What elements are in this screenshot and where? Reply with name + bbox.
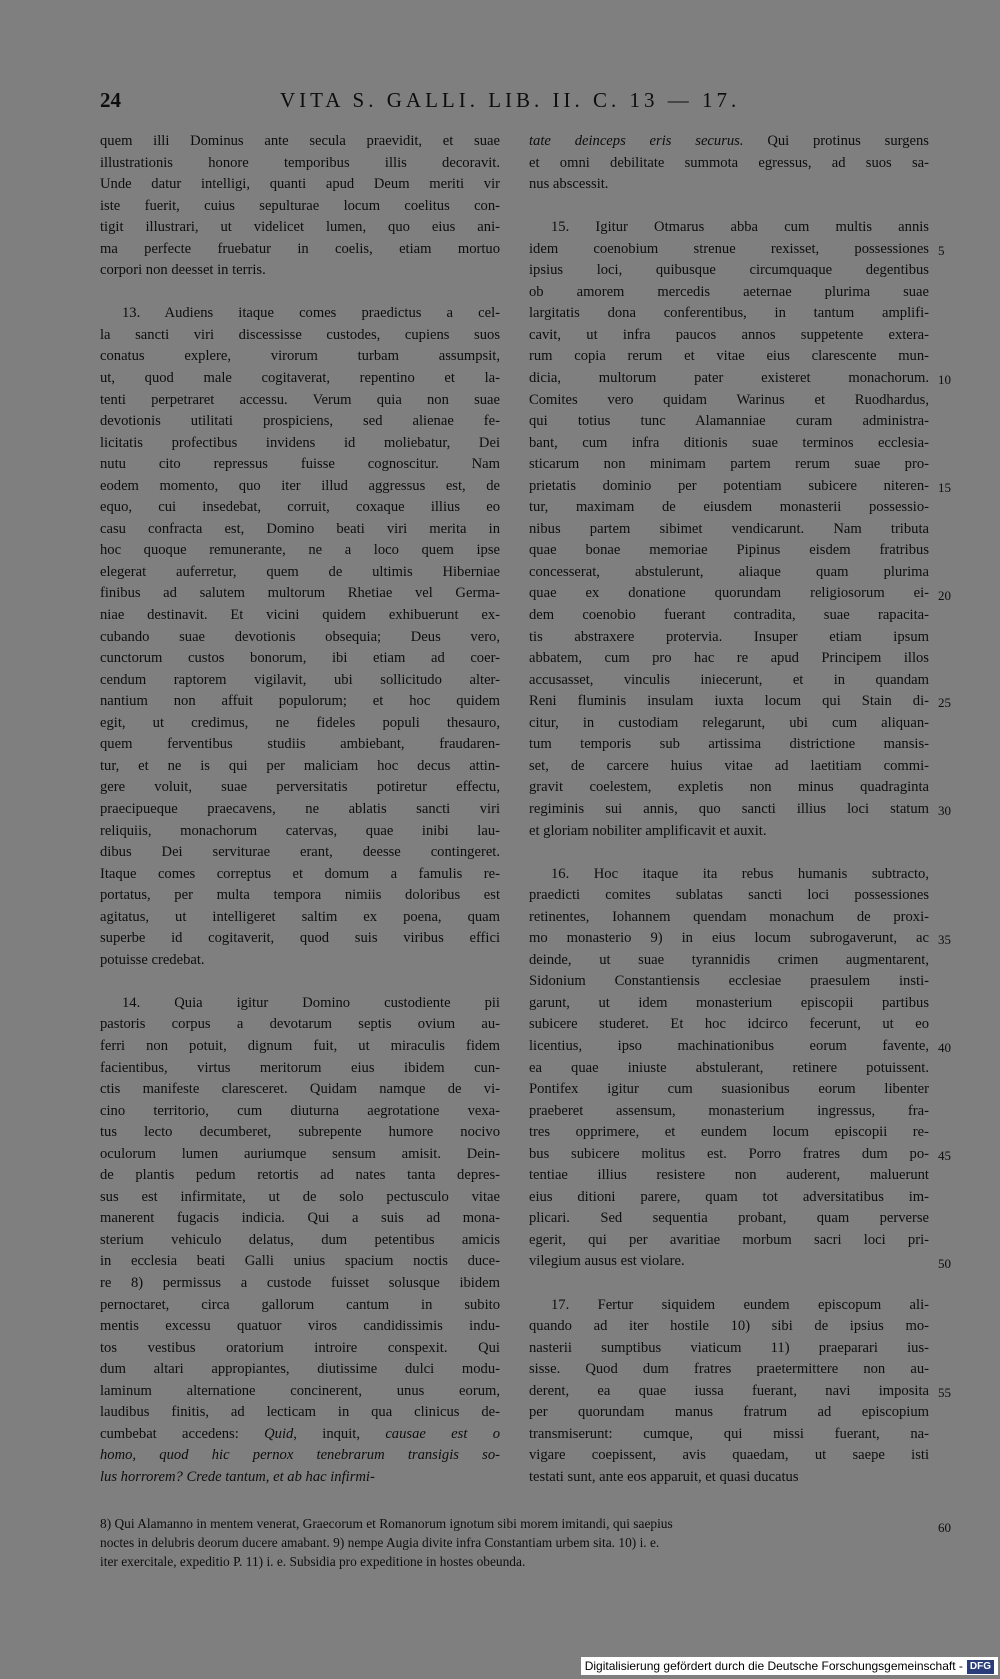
text-line: cubando suae devotionis obsequia; Deus vero, bbox=[100, 628, 500, 645]
text-line: set, de carcere huius vitae ad laetitiam commi- bbox=[529, 757, 929, 774]
text-line: 14. Quia igitur Domino custodiente pii bbox=[122, 994, 500, 1011]
text-line: reliquiis, monachorum catervas, quae inibi lau- bbox=[100, 822, 500, 839]
text-line: ma perfecte fruebatur in coelis, etiam mortuo bbox=[100, 240, 500, 257]
text-line: corpori non deesset in terris. bbox=[100, 262, 266, 279]
text-line: 17. Fertur siquidem eundem episcopum ali- bbox=[551, 1296, 929, 1313]
running-title: VITA S. GALLI. LIB. II. C. 13 — 17. bbox=[280, 88, 741, 112]
text-line: nus abscessit. bbox=[529, 176, 609, 193]
text-line: tigit illustrari, ut videlicet lumen, quo eius ani- bbox=[100, 219, 500, 236]
text-line: bant, cum infra ditionis suae terminos ecclesia- bbox=[529, 434, 929, 451]
text-line: re 8) permissus a custode fuisset solusque ibidem bbox=[100, 1274, 500, 1291]
text-line: oculorum lumen auriumque sensum amisit. Dein- bbox=[100, 1145, 500, 1162]
text-line: praeberet assensum, monasterium ingressus, fra- bbox=[529, 1102, 929, 1119]
text-line: nasterii sumptibus viaticum 11) praeparari ius- bbox=[529, 1339, 929, 1356]
text-line: hoc quoque remunerante, ne a loco quem ipse bbox=[100, 542, 500, 559]
text-line: tur, maximam de eiusdem monasterii possessio- bbox=[529, 499, 929, 516]
text-line: iste fuerit, cuius sepulturae locum coelitus con- bbox=[100, 197, 500, 214]
text-line: ob amorem mercedis aeternae plurima suae bbox=[529, 283, 929, 300]
text-line: devotionis utilitati prospiciens, sed alienae fe- bbox=[100, 413, 500, 430]
text-line bbox=[100, 971, 500, 993]
text-line: plicari. Sed sequentia probant, quam perverse bbox=[529, 1210, 929, 1227]
text-line: 13. Audiens itaque comes praedictus a cel- bbox=[122, 305, 500, 322]
text-line: portatus, per multa tempora nimiis doloribus est bbox=[100, 887, 500, 904]
text-line: tus lecto decumberet, subrepente humore nocivo bbox=[100, 1124, 500, 1141]
text-line: tate deinceps eris securus. Qui protinus surgens bbox=[529, 133, 929, 149]
text-line: 16. Hoc itaque ita rebus humanis subtracto, bbox=[551, 865, 929, 882]
right-column bbox=[529, 131, 929, 1488]
text-line: tum temporis sub artissima districtione mansis- bbox=[529, 736, 929, 753]
text-line: nutu cito repressus fuisse cognoscitur. Nam bbox=[100, 456, 500, 473]
text-line: cunctorum custos bonorum, ibi etiam ad coer- bbox=[100, 650, 500, 667]
text-line: garunt, ut idem monasterium episcopii partibus bbox=[529, 994, 929, 1011]
text-line: dum altari appropiantes, diutissime dulci modu- bbox=[100, 1361, 500, 1378]
text-line: praecipueque praecavens, ne ablatis sancti viri bbox=[100, 800, 500, 817]
text-line bbox=[529, 196, 929, 218]
text-line: regiminis sui annis, quo sancti illius loci statum bbox=[529, 800, 929, 817]
text-line: concesserat, abstulerunt, aliaque quam plurima bbox=[529, 563, 929, 580]
dfg-logo: DFG bbox=[967, 1660, 994, 1674]
text-line: largitatis dona conferentibus, in tantum amplifi- bbox=[529, 305, 929, 322]
text-line: in ecclesia beati Galli unius spacium noctis duce- bbox=[100, 1253, 500, 1270]
text-line: conatus explere, virorum turbam assumpsit, bbox=[100, 348, 500, 365]
text-line: nibus partem sibimet vendicarunt. Nam tributa bbox=[529, 520, 929, 537]
text-line: equo, cui insedebat, corruit, coxaque illius eo bbox=[100, 499, 500, 516]
text-line: praedicti comites sublatas sancti loci possessiones bbox=[529, 887, 929, 904]
margin-line-number: 30 bbox=[938, 803, 951, 819]
footnote-line: noctes in delubris deorum ducere amabant. 9) nempe Augia divite infra Constantiam urbem sita. 10) i. e. bbox=[100, 1535, 660, 1550]
text-line: agitatus, ut intelligeret saltim ex poena, quam bbox=[100, 908, 500, 925]
left-column bbox=[100, 131, 500, 1488]
text-line: casu confracta est, Domino beati viri merita in bbox=[100, 520, 500, 537]
text-line: facientibus, virtus meritorum eius ibidem cun- bbox=[100, 1059, 500, 1076]
text-line: gere voluit, suae perversitatis potiretur effectu, bbox=[100, 779, 500, 796]
footnote-line: iter exercitale, expeditio P. 11) i. e. Subsidia pro expeditione in hostes obeunda. bbox=[100, 1554, 526, 1569]
margin-line-number: 25 bbox=[938, 695, 951, 711]
text-line: quem ferventibus studiis ambiebant, fraudaren- bbox=[100, 736, 500, 753]
text-line: egit, ut credimus, ne fideles populi thesauro, bbox=[100, 714, 500, 731]
text-line: retinentes, Iohannem quendam monachum de proxi- bbox=[529, 908, 929, 925]
text-line: idem coenobium strenue rexisset, possessiones bbox=[529, 240, 929, 257]
margin-line-number: 40 bbox=[938, 1040, 951, 1056]
margin-line-number: 50 bbox=[938, 1255, 951, 1271]
text-line: ferri non potuit, dignum fuit, ut miraculis fidem bbox=[100, 1037, 500, 1054]
text-line: vigare coepissent, avis quaedam, ut saepe isti bbox=[529, 1447, 929, 1464]
text-line: eodem momento, quo iter illud aggressus est, de bbox=[100, 477, 500, 494]
text-line: Unde datur intelligi, quanti apud Deum meriti vir bbox=[100, 176, 500, 193]
text-line: subicere studeret. Et hoc idcirco fecerunt, ut eo bbox=[529, 1016, 929, 1033]
margin-line-number: 20 bbox=[938, 587, 951, 603]
text-line: rum copia rerum et vitae eius clarescente mun- bbox=[529, 348, 929, 365]
text-line: 15. Igitur Otmarus abba cum multis annis bbox=[551, 219, 929, 236]
text-line: abbatem, cum pro hac re apud Principem illos bbox=[529, 650, 929, 667]
text-line: pastoris corpus a devotarum septis ovium au- bbox=[100, 1016, 500, 1033]
text-line: testati sunt, ante eos apparuit, et quasi ducatus bbox=[529, 1468, 799, 1485]
text-line bbox=[529, 1273, 929, 1295]
text-line: cendum raptorem vigilavit, ubi sollicitudo alter- bbox=[100, 671, 500, 688]
text-line: Sidonium Constantiensis ecclesiae praesulem insti- bbox=[529, 973, 929, 990]
text-line: Itaque comes correptus et domum a famulis re- bbox=[100, 865, 500, 882]
text-line: potuisse credebat. bbox=[100, 951, 205, 968]
digitization-credit bbox=[581, 1657, 998, 1675]
text-line: tur, et ne is qui per maliciam hoc decus attin- bbox=[100, 757, 500, 774]
text-line: tenti perpetraret accessu. Verum quia non suae bbox=[100, 391, 500, 408]
text-line: per quorundam manus fratrum ad episcopium bbox=[529, 1404, 929, 1421]
text-line: bus subicere molitus est. Porro fratres dum po- bbox=[529, 1145, 929, 1162]
text-line: sisse. Quod dum fratres praetermittere non au- bbox=[529, 1361, 929, 1378]
text-line: sticarum non minimam partem rerum suae pro- bbox=[529, 456, 929, 473]
text-line: dibus Dei serviturae erant, deesse contingeret. bbox=[100, 844, 500, 861]
footnote-margin-number: 60 bbox=[938, 1520, 951, 1535]
text-line: transmiserunt: cumque, qui missi fuerant, na- bbox=[529, 1425, 929, 1442]
text-line: ea quae iniuste abstulerant, retinere potuissent. bbox=[529, 1059, 929, 1076]
text-line: derent, ea quae iussa fuerant, navi imposita bbox=[529, 1382, 929, 1399]
text-line: egerit, qui per avaritiae morbum sacri loci pri- bbox=[529, 1231, 929, 1248]
text-line: quae ex donatione quorundam religiosorum ei- bbox=[529, 585, 929, 602]
text-line: gravit coelestem, expletis non minus quadraginta bbox=[529, 779, 929, 796]
text-line: dem coenobio fuerant contradita, suae rapacita- bbox=[529, 607, 929, 624]
text-line: accusasset, vinculis iniecerunt, et in quandam bbox=[529, 671, 929, 688]
text-line: ipsius loci, quibusque circumquaque degentibus bbox=[529, 262, 929, 279]
text-line: de plantis pedum retortis ad nates tanta depres- bbox=[100, 1167, 500, 1184]
text-line: Pontifex igitur cum suasionibus eorum libenter bbox=[529, 1081, 929, 1098]
text-line: pernoctaret, circa gallorum cantum in subito bbox=[100, 1296, 500, 1313]
text-line: cumbebat accedens: Quid, inquit, causae est o bbox=[100, 1425, 500, 1442]
margin-line-number: 15 bbox=[938, 479, 951, 495]
margin-line-number: 5 bbox=[938, 242, 945, 258]
text-line: laudibus finitis, ad lecticam in qua clinicus de- bbox=[100, 1404, 500, 1421]
text-line: quando ad iter hostile 10) sibi de ipsius mo- bbox=[529, 1318, 929, 1335]
text-line: qui totius tunc Alamanniae curam administra- bbox=[529, 413, 929, 430]
text-line: lus horrorem? Crede tantum, et ab hac infirmi- bbox=[100, 1468, 375, 1485]
text-line: finibus ad salutem multorum Rhetiae vel Germa- bbox=[100, 585, 500, 602]
page-number: 24 bbox=[100, 88, 121, 112]
text-line: Comites vero quidam Warinus et Ruodhardus, bbox=[529, 391, 929, 408]
text-line: ut, quod male cogitaverat, repentino et la- bbox=[100, 370, 500, 387]
page-header bbox=[100, 88, 750, 122]
margin-line-number: 45 bbox=[938, 1147, 951, 1163]
footnotes bbox=[100, 1514, 970, 1571]
margin-line-number: 10 bbox=[938, 372, 951, 388]
text-line: superbe id cogitaverit, quod suis viribus effici bbox=[100, 930, 500, 947]
text-line: tos vestibus oratorium introire conspexit. Qui bbox=[100, 1339, 500, 1356]
text-line: licitatis profectibus invidens id moliebatur, Dei bbox=[100, 434, 500, 451]
text-line bbox=[100, 282, 500, 304]
margin-line-number: 35 bbox=[938, 932, 951, 948]
text-line: citur, in custodiam relegarunt, ubi cum aliquan- bbox=[529, 714, 929, 731]
text-line: et gloriam nobiliter amplificavit et auxit. bbox=[529, 822, 767, 839]
text-line: mo monasterio 9) in eius locum subrogaverunt, ac bbox=[529, 930, 929, 947]
text-line: Reni fluminis insulam iuxta locum qui Stain di- bbox=[529, 693, 929, 710]
text-line: licentius, ipso machinationibus eorum favente, bbox=[529, 1037, 929, 1054]
text-line bbox=[529, 842, 929, 864]
text-line: niae destinavit. Et vicini quidem exhibuerunt ex- bbox=[100, 607, 500, 624]
text-line: dicia, multorum pater existeret monachorum. bbox=[529, 370, 929, 387]
text-line: illustrationis honore temporibus illis decoravit. bbox=[100, 154, 500, 171]
text-line: mentis excessu quatuor viros candidissimis indu- bbox=[100, 1318, 500, 1335]
text-line: prietatis dominio per potentiam subicere niteren- bbox=[529, 477, 929, 494]
text-line: quae bonae memoriae Pipinus eisdem fratribus bbox=[529, 542, 929, 559]
text-line: sterium vehiculo delatus, dum petentibus amicis bbox=[100, 1231, 500, 1248]
credit-text: Digitalisierung gefördert durch die Deutsche Forschungsgemeinschaft - bbox=[584, 1659, 963, 1673]
text-line: nantium non affuit populorum; et hoc quidem bbox=[100, 693, 500, 710]
text-line: eius ditioni parere, quam tot adversitatibus im- bbox=[529, 1188, 929, 1205]
text-line: cino territorio, cum diuturna aegrotatione vexa- bbox=[100, 1102, 500, 1119]
text-line: ctis manifeste claresceret. Quidam namque de vi- bbox=[100, 1081, 500, 1098]
text-line: tres opprimere, et eundem locum episcopii re- bbox=[529, 1124, 929, 1141]
text-line: sus est infirmitate, ut de solo pectusculo vitae bbox=[100, 1188, 500, 1205]
text-line: laminum alternatione concinerent, unus eorum, bbox=[100, 1382, 500, 1399]
text-line: et omni debilitate summota egressus, ad suos sa- bbox=[529, 154, 929, 171]
text-line: tis abstraxere protervia. Insuper etiam ipsum bbox=[529, 628, 929, 645]
footnote-line: 8) Qui Alamanno in mentem venerat, Graecorum et Romanorum ignotum sibi morem imitandi, qui saepius bbox=[100, 1516, 673, 1531]
text-line: elegerat auferretur, quem de ultimis Hiberniae bbox=[100, 563, 500, 580]
text-line: deinde, ut suae tyrannidis crimen augmentarent, bbox=[529, 951, 929, 968]
text-line: manerent fugacis indicia. Qui a suis ad mona- bbox=[100, 1210, 500, 1227]
text-line: homo, quod hic pernox tenebrarum transigis so- bbox=[100, 1447, 500, 1464]
text-line: vilegium ausus est violare. bbox=[529, 1253, 685, 1270]
text-line: quem illi Dominus ante secula praevidit, et suae bbox=[100, 133, 500, 149]
text-line: tentiae illius resistere non auderent, maluerunt bbox=[529, 1167, 929, 1184]
margin-line-number: 55 bbox=[938, 1384, 951, 1400]
text-line: cavit, ut infra paucos annos suppetente extera- bbox=[529, 326, 929, 343]
text-line: la sancti viri discessisse custodes, cupiens suos bbox=[100, 326, 500, 343]
